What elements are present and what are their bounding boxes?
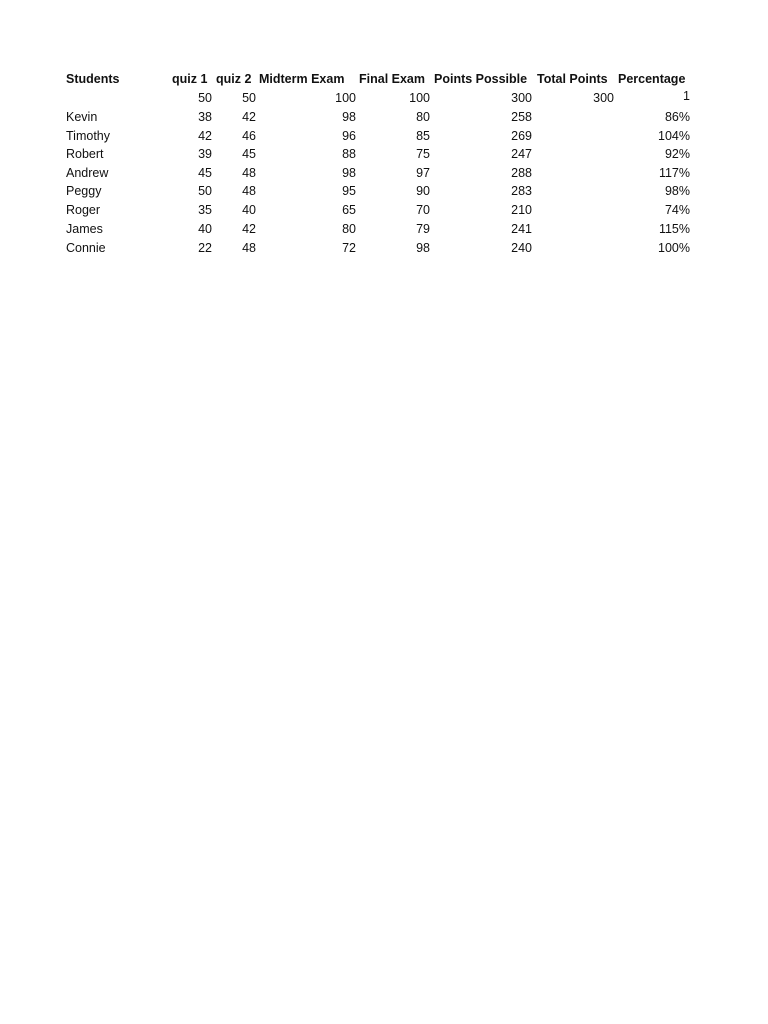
final-score: 85	[416, 129, 430, 143]
quiz1-score: 39	[198, 147, 212, 161]
max-midterm: 100	[335, 91, 356, 105]
quiz1-score: 35	[198, 203, 212, 217]
midterm-score: 88	[342, 147, 356, 161]
header-points-possible: Points Possible	[434, 72, 528, 86]
final-score: 70	[416, 203, 430, 217]
quiz1-score: 42	[198, 129, 212, 143]
quiz2-score: 45	[242, 147, 256, 161]
quiz1-score: 45	[198, 166, 212, 180]
points-possible-value: 210	[511, 203, 532, 217]
table-row	[0, 220, 768, 238]
midterm-score: 98	[342, 110, 356, 124]
quiz2-score: 48	[242, 241, 256, 255]
table-row	[0, 182, 768, 200]
percentage-value: 86%	[664, 110, 690, 124]
max-percentage: 1	[683, 89, 690, 103]
student-name: James	[66, 222, 103, 236]
points-possible-value: 258	[511, 110, 532, 124]
percentage-value: 92%	[664, 147, 690, 161]
student-name: Timothy	[66, 129, 110, 143]
table-row	[0, 239, 768, 257]
max-quiz2: 50	[242, 91, 256, 105]
percentage-value: 100%	[658, 241, 690, 255]
max-total-points: 300	[593, 91, 614, 105]
points-possible-value: 247	[511, 147, 532, 161]
final-score: 80	[416, 110, 430, 124]
student-name: Connie	[66, 241, 106, 255]
table-row	[0, 201, 768, 219]
max-points-possible: 300	[511, 91, 532, 105]
student-name: Roger	[66, 203, 101, 217]
header-row	[0, 70, 768, 88]
max-quiz1: 50	[198, 91, 212, 105]
header-percentage: Percentage	[618, 72, 686, 86]
header-midterm: Midterm Exam	[259, 72, 345, 86]
quiz2-score: 42	[242, 110, 256, 124]
midterm-score: 80	[342, 222, 356, 236]
points-possible-value: 283	[511, 184, 532, 198]
table-row	[0, 164, 768, 182]
percentage-value: 104%	[658, 129, 690, 143]
final-score: 79	[416, 222, 430, 236]
final-score: 98	[416, 241, 430, 255]
header-quiz1: quiz 1	[172, 72, 208, 86]
midterm-score: 95	[342, 184, 356, 198]
percentage-value: 98%	[664, 184, 690, 198]
header-total-points: Total Points	[537, 72, 608, 86]
points-possible-value: 269	[511, 129, 532, 143]
quiz1-score: 38	[198, 110, 212, 124]
student-name: Peggy	[66, 184, 102, 198]
quiz1-score: 22	[198, 241, 212, 255]
final-score: 75	[416, 147, 430, 161]
student-name: Andrew	[66, 166, 109, 180]
header-quiz2: quiz 2	[216, 72, 252, 86]
header-students: Students	[66, 72, 120, 86]
quiz2-score: 42	[242, 222, 256, 236]
midterm-score: 98	[342, 166, 356, 180]
student-name: Robert	[66, 147, 104, 161]
student-name: Kevin	[66, 110, 98, 124]
midterm-score: 65	[342, 203, 356, 217]
midterm-score: 72	[342, 241, 356, 255]
max-points-row	[0, 89, 768, 107]
points-possible-value: 240	[511, 241, 532, 255]
percentage-value: 115%	[658, 222, 690, 236]
max-final: 100	[409, 91, 430, 105]
percentage-value: 117%	[658, 166, 690, 180]
quiz1-score: 50	[198, 184, 212, 198]
quiz2-score: 40	[242, 203, 256, 217]
quiz2-score: 46	[242, 129, 256, 143]
quiz1-score: 40	[198, 222, 212, 236]
quiz2-score: 48	[242, 184, 256, 198]
points-possible-value: 241	[511, 222, 532, 236]
final-score: 90	[416, 184, 430, 198]
points-possible-value: 288	[511, 166, 532, 180]
table-row	[0, 145, 768, 163]
header-final: Final Exam	[359, 72, 425, 86]
table-row	[0, 108, 768, 126]
table-row	[0, 127, 768, 145]
final-score: 97	[416, 166, 430, 180]
percentage-value: 74%	[664, 203, 690, 217]
quiz2-score: 48	[242, 166, 256, 180]
midterm-score: 96	[342, 129, 356, 143]
